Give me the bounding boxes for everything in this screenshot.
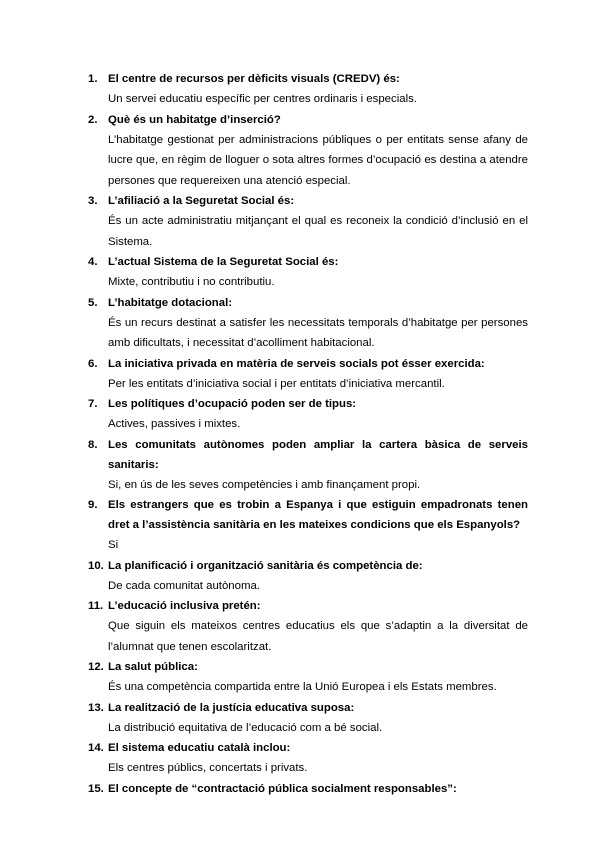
answer-text: L’habitatge gestionat per administracions públiques o per entitats sense afany de lucre que, en règim de lloguer o sota altres formes d’ocupació es destina a atendre persones que requereixen una atenció especial. (108, 133, 528, 187)
question-item (88, 394, 528, 435)
question-item (88, 779, 528, 799)
question-item (88, 110, 528, 192)
answer-text: Mixte, contributiu i no contributiu. (108, 276, 275, 288)
question-number: 6. (88, 357, 98, 370)
question-item (88, 698, 528, 739)
answer-text: És un acte administratiu mitjançant el qual es reconeix la condició d’inclusió en el Sistema. (108, 215, 528, 248)
question-text: L’habitatge dotacional: (108, 296, 233, 309)
answer-text: Actives, passives i mixtes. (108, 418, 241, 430)
question-item (88, 657, 528, 698)
question-number: 12. (88, 661, 104, 673)
question-text: Les polítiques d’ocupació poden ser de tipus: (108, 398, 357, 410)
question-item (88, 435, 528, 496)
question-text: El concepte de “contractació pública socialment responsables”: (108, 782, 457, 795)
question-text: El centre de recursos per dèficits visuals (CREDV) és: (108, 73, 400, 85)
question-text: La iniciativa privada en matèria de serveis socials pot ésser exercida: (108, 357, 485, 370)
question-number: 3. (88, 195, 98, 207)
answer-text: Que siguin els mateixos centres educatius els que s’adaptin a la diversitat de l’alumnat que tenen escolaritzat. (108, 620, 528, 653)
answer-text: La distribució equitativa de l’educació com a bé social. (108, 721, 383, 734)
question-item (88, 354, 528, 395)
answer-text: És un recurs destinat a satisfer les necessitats temporals d’habitatge per persones amb dificultats, i necessitat d’acolliment habitacional. (108, 316, 528, 349)
question-number: 11. (88, 600, 104, 612)
question-number: 4. (88, 256, 98, 268)
question-item (88, 596, 528, 657)
question-number: 5. (88, 296, 98, 309)
question-number: 9. (88, 499, 98, 511)
question-number: 1. (88, 73, 98, 85)
question-text: L’educació inclusiva pretén: (108, 600, 261, 612)
question-item (88, 293, 528, 354)
answer-text: Si (108, 539, 119, 551)
question-number: 13. (88, 701, 104, 714)
answer-text: És una competència compartida entre la Unió Europea i els Estats membres. (108, 681, 497, 693)
question-number: 14. (88, 742, 104, 754)
question-number: 15. (88, 782, 104, 795)
answer-text: Per les entitats d’iniciativa social i per entitats d’iniciativa mercantil. (108, 377, 445, 390)
question-text: La realització de la justícia educativa suposa: (108, 701, 355, 714)
question-text: Les comunitats autònomes poden ampliar la cartera bàsica de serveis sanitaris: (108, 438, 528, 471)
question-item (88, 556, 528, 597)
question-text: Què és un habitatge d’inserció? (108, 113, 281, 126)
question-number: 7. (88, 398, 98, 410)
question-item (88, 738, 528, 779)
question-number: 8. (88, 438, 98, 451)
question-item (88, 191, 528, 252)
answer-text: Els centres públics, concertats i privats. (108, 762, 308, 774)
question-text: El sistema educatiu català inclou: (108, 742, 291, 754)
question-text: La planificació i organització sanitària és competència de: (108, 559, 423, 572)
question-text: Els estrangers que es trobin a Espanya i que estiguin empadronats tenen dret a l’assistència sanitària en les mateixes condicions que els Espanyols? (108, 499, 528, 531)
question-item (88, 495, 528, 556)
question-number: 10. (88, 559, 104, 572)
question-item (88, 69, 528, 110)
answer-text: Un servei educatiu específic per centres ordinaris i especials. (108, 93, 417, 105)
question-text: L’afiliació a la Seguretat Social és: (108, 195, 295, 207)
question-list (88, 69, 528, 799)
answer-text: Si, en ús de les seves competències i amb finançament propi. (108, 478, 421, 491)
question-text: L’actual Sistema de la Seguretat Social és: (108, 256, 339, 268)
question-text: La salut pública: (108, 661, 198, 673)
answer-text: De cada comunitat autònoma. (108, 579, 260, 592)
question-number: 2. (88, 113, 98, 126)
question-item (88, 252, 528, 293)
